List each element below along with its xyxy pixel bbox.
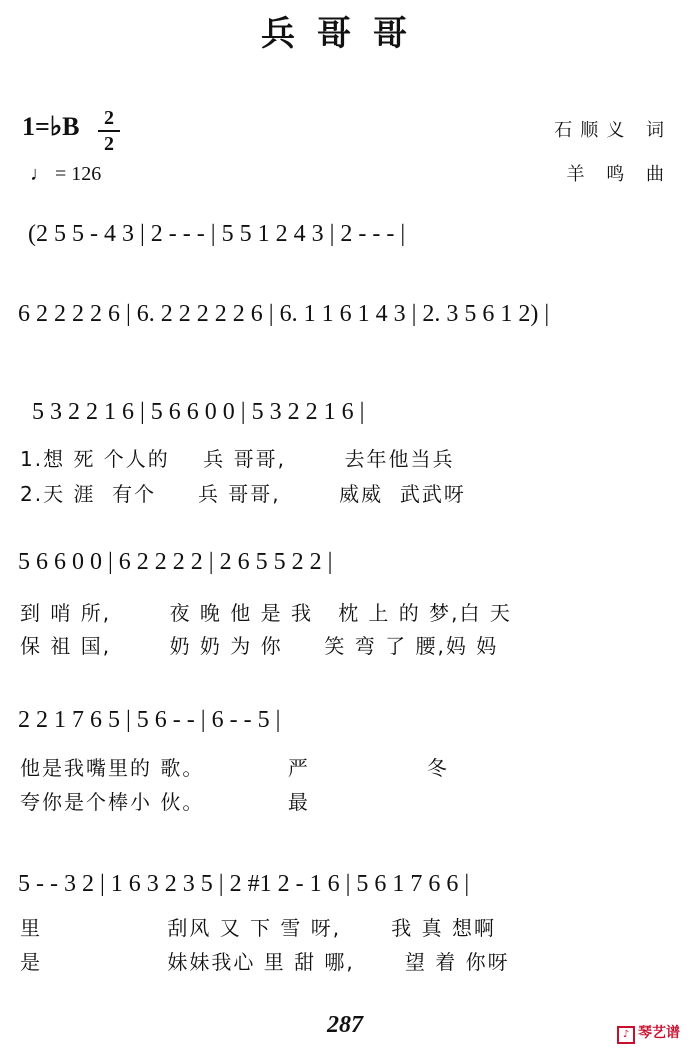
logo-icon: ♪	[617, 1026, 635, 1044]
meter-divider	[98, 130, 120, 132]
notation-text: 5 6 6 0 0 | 6 2 2 2 2 | 2 6 5 5 2 2 |	[18, 549, 333, 575]
notation-row-4	[0, 550, 690, 600]
notation-row-1	[0, 222, 690, 272]
composer-credit: 羊 鸣 曲	[566, 164, 672, 185]
lyric-verse-1: 他是我嘴里的 歌。 严 冬	[20, 756, 449, 780]
watermark-logo	[617, 1022, 680, 1044]
page-number: 287	[327, 1012, 363, 1038]
notation-text: 2 2 1 7 6 5 | 5 6 - - | 6 - - 5 |	[18, 707, 281, 733]
notation-text: 6 2 2 2 2 6 | 6. 2 2 2 2 2 6 | 6. 1 1 6 1 4 3 | 2. 3 5 6 1 2) |	[18, 301, 550, 327]
song-title: 兵哥哥	[261, 14, 429, 54]
notation-text: (2 5 5 - 4 3 | 2 - - - | 5 5 1 2 4 3 | 2 - - - |	[28, 221, 406, 247]
watermark-text: 琴艺谱	[638, 1025, 680, 1041]
quarter-note-icon: ♩	[30, 163, 50, 185]
lyricist-credit: 石顺义 词	[554, 120, 672, 141]
time-signature	[98, 108, 120, 154]
lyric-verse-2: 夸你是个棒小 伙。 最	[20, 790, 310, 814]
notation-row-2	[0, 302, 690, 352]
key-signature: 1=♭B	[22, 112, 80, 141]
lyric-verse-1: 1.想 死 个人的 兵 哥哥, 去年他当兵	[20, 447, 455, 471]
notation-text: 5 - - 3 2 | 1 6 3 2 3 5 | 2 #1 2 - 1 6 | 5 6 1 7 6 6 |	[18, 871, 470, 897]
lyric-verse-1: 到 哨 所, 夜 晚 他 是 我 枕 上 的 梦,白 天	[20, 601, 512, 625]
lyric-verse-1: 里 刮风 又 下 雪 呀, 我 真 想啊	[20, 916, 497, 940]
lyric-verse-2: 保 祖 国, 奶 奶 为 你 笑 弯 了 腰,妈 妈	[20, 634, 499, 658]
tempo-marking	[30, 163, 101, 186]
lyric-verse-2: 2.天 涯 有个 兵 哥哥, 威威 武武呀	[20, 482, 466, 506]
tempo-value: = 126	[55, 163, 102, 185]
meter-bottom: 2	[104, 133, 114, 155]
notation-text: 5 3 2 2 1 6 | 5 6 6 0 0 | 5 3 2 2 1 6 |	[32, 399, 365, 425]
meter-top: 2	[104, 107, 114, 129]
notation-row-5	[0, 708, 690, 758]
lyric-verse-2: 是 妹妹我心 里 甜 哪, 望 着 你呀	[20, 950, 510, 974]
